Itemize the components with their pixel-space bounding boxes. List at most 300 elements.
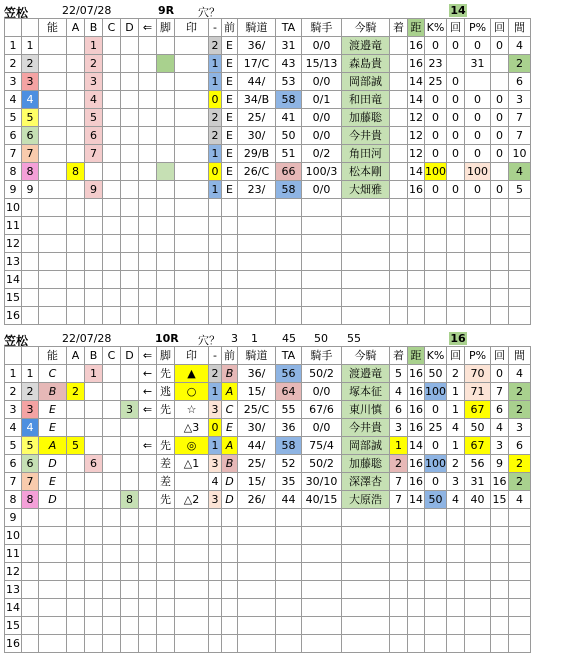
row-number: 11: [5, 545, 22, 563]
kido-cell: 15/: [238, 473, 276, 491]
row-number: 9: [5, 509, 22, 527]
distance-cell: 16: [408, 37, 425, 55]
empty-cell: [103, 527, 121, 545]
empty-cell: [139, 581, 157, 599]
arrow-cell: [139, 91, 157, 109]
column-header: 印: [175, 19, 209, 37]
mark-cell: △1: [175, 455, 209, 473]
column-header: 間: [509, 19, 531, 37]
empty-cell: [342, 617, 390, 635]
col-a: [67, 37, 85, 55]
empty-cell: [425, 509, 447, 527]
col-d: [121, 419, 139, 437]
empty-cell: [465, 599, 491, 617]
interval-cell: 4: [509, 491, 531, 509]
kido-cell: 34/B: [238, 91, 276, 109]
empty-cell: [425, 563, 447, 581]
jockey-cell: 0/0: [302, 109, 342, 127]
empty-cell: [67, 199, 85, 217]
jockey-cell: 0/0: [302, 127, 342, 145]
empty-cell: [85, 581, 103, 599]
empty-cell: [465, 307, 491, 325]
empty-cell: [238, 563, 276, 581]
ta-cell: 44: [276, 491, 302, 509]
empty-cell: [222, 253, 238, 271]
style-cell: [157, 91, 175, 109]
empty-cell: [276, 617, 302, 635]
column-header: [5, 19, 22, 37]
empty-cell: [139, 217, 157, 235]
empty-cell: [121, 635, 139, 653]
row-number: 14: [5, 599, 22, 617]
empty-cell: [209, 599, 222, 617]
empty-cell: [509, 217, 531, 235]
ta-cell: 64: [276, 383, 302, 401]
column-header: 能: [39, 19, 67, 37]
ability-cell: [39, 55, 67, 73]
interval-cell: 3: [509, 419, 531, 437]
col-a: [67, 73, 85, 91]
arrow-cell: [139, 109, 157, 127]
k-count-cell: 0: [447, 109, 465, 127]
empty-cell: [491, 307, 509, 325]
front-cell: A: [222, 437, 238, 455]
column-header: 距: [408, 347, 425, 365]
empty-cell: [238, 527, 276, 545]
distance-cell: 12: [408, 127, 425, 145]
empty-cell: [465, 527, 491, 545]
mini-cell: 1: [209, 383, 222, 401]
empty-cell: [157, 599, 175, 617]
mini-cell: 1: [209, 145, 222, 163]
empty-cell: [390, 563, 408, 581]
row-number: 13: [5, 253, 22, 271]
empty-cell: [222, 289, 238, 307]
jockey-cell: 0/0: [302, 383, 342, 401]
empty-cell: [491, 271, 509, 289]
finish-cell: [390, 37, 408, 55]
column-header: -: [209, 19, 222, 37]
col-a: [67, 145, 85, 163]
race2-note: 穴？: [198, 334, 220, 347]
empty-cell: [85, 253, 103, 271]
p-percent-cell: 31: [465, 55, 491, 73]
empty-cell: [238, 289, 276, 307]
empty-cell: [276, 289, 302, 307]
finish-cell: 7: [390, 491, 408, 509]
p-count-cell: 6: [491, 401, 509, 419]
p-percent-cell: 56: [465, 455, 491, 473]
finish-cell: 3: [390, 419, 408, 437]
p-count-cell: 0: [491, 181, 509, 199]
empty-cell: [509, 563, 531, 581]
race2-table: [4, 346, 531, 653]
empty-cell: [408, 617, 425, 635]
col-a: 8: [67, 163, 85, 181]
empty-cell: [491, 599, 509, 617]
kido-cell: 23/: [238, 181, 276, 199]
today-jockey-cell: 岡部誠: [342, 437, 390, 455]
col-d: 3: [121, 401, 139, 419]
row-number: 2: [5, 55, 22, 73]
ta-cell: 50: [276, 127, 302, 145]
col-b: 3: [85, 73, 103, 91]
k-count-cell: 3: [447, 473, 465, 491]
empty-cell: [302, 509, 342, 527]
empty-cell: [408, 271, 425, 289]
empty-cell: [175, 617, 209, 635]
empty-cell: [139, 545, 157, 563]
finish-cell: [390, 55, 408, 73]
k-count-cell: 2: [447, 455, 465, 473]
empty-cell: [121, 199, 139, 217]
empty-cell: [157, 307, 175, 325]
empty-cell: [238, 545, 276, 563]
distance-cell: 16: [408, 473, 425, 491]
empty-cell: [67, 253, 85, 271]
mark-cell: [175, 91, 209, 109]
empty-cell: [103, 307, 121, 325]
mini-cell: 2: [209, 365, 222, 383]
empty-cell: [491, 217, 509, 235]
today-jockey-cell: 和田竜: [342, 91, 390, 109]
p-count-cell: 3: [491, 437, 509, 455]
row-number: 8: [5, 163, 22, 181]
jockey-cell: 0/0: [302, 419, 342, 437]
col-b: [85, 419, 103, 437]
table-row: [5, 545, 531, 563]
kido-cell: 17/C: [238, 55, 276, 73]
finish-cell: [390, 91, 408, 109]
p-percent-cell: 0: [465, 181, 491, 199]
empty-cell: [22, 217, 39, 235]
empty-cell: [209, 617, 222, 635]
column-header: 能: [39, 347, 67, 365]
empty-cell: [425, 635, 447, 653]
column-header: B: [85, 347, 103, 365]
finish-cell: 4: [390, 383, 408, 401]
empty-cell: [157, 271, 175, 289]
race1-note: 穴？: [198, 6, 220, 19]
empty-cell: [509, 545, 531, 563]
p-count-cell: 0: [491, 127, 509, 145]
empty-cell: [342, 307, 390, 325]
gate-number: 2: [22, 383, 39, 401]
empty-cell: [175, 253, 209, 271]
interval-cell: 7: [509, 127, 531, 145]
arrow-cell: [139, 145, 157, 163]
empty-cell: [302, 581, 342, 599]
column-header: 距: [408, 19, 425, 37]
empty-cell: [509, 617, 531, 635]
empty-cell: [121, 563, 139, 581]
empty-cell: [22, 545, 39, 563]
table-row: [5, 127, 531, 145]
column-header: 回: [447, 347, 465, 365]
interval-cell: 2: [509, 455, 531, 473]
k-percent-cell: 100: [425, 383, 447, 401]
p-percent-cell: 50: [465, 419, 491, 437]
row-number: 16: [5, 307, 22, 325]
empty-cell: [390, 307, 408, 325]
p-count-cell: [491, 55, 509, 73]
empty-cell: [67, 599, 85, 617]
empty-cell: [342, 527, 390, 545]
empty-cell: [425, 581, 447, 599]
mark-cell: ○: [175, 383, 209, 401]
kido-cell: 44/: [238, 437, 276, 455]
column-header: 回: [447, 19, 465, 37]
header-row: [5, 347, 531, 365]
distance-cell: 14: [408, 491, 425, 509]
empty-cell: [447, 271, 465, 289]
style-cell: [157, 163, 175, 181]
empty-cell: [85, 599, 103, 617]
col-a: [67, 55, 85, 73]
empty-cell: [276, 307, 302, 325]
col-c: [103, 55, 121, 73]
empty-cell: [302, 599, 342, 617]
empty-cell: [222, 617, 238, 635]
empty-cell: [139, 617, 157, 635]
today-jockey-cell: 塚本征: [342, 383, 390, 401]
empty-cell: [491, 527, 509, 545]
empty-cell: [390, 581, 408, 599]
gate-number: 1: [22, 365, 39, 383]
col-b: 5: [85, 109, 103, 127]
ability-cell: E: [39, 401, 67, 419]
empty-cell: [465, 617, 491, 635]
p-count-cell: 0: [491, 145, 509, 163]
today-jockey-cell: 大畑雅: [342, 181, 390, 199]
empty-cell: [39, 599, 67, 617]
kido-cell: 36/: [238, 37, 276, 55]
empty-cell: [465, 563, 491, 581]
empty-cell: [425, 527, 447, 545]
gate-number: 9: [22, 181, 39, 199]
style-cell: 逃: [157, 383, 175, 401]
front-cell: E: [222, 91, 238, 109]
p-count-cell: 7: [491, 383, 509, 401]
col-c: [103, 37, 121, 55]
col-d: [121, 109, 139, 127]
row-number: 15: [5, 289, 22, 307]
empty-cell: [408, 199, 425, 217]
ta-cell: 31: [276, 37, 302, 55]
mark-cell: ◎: [175, 437, 209, 455]
empty-cell: [408, 509, 425, 527]
front-cell: E: [222, 145, 238, 163]
k-percent-cell: 0: [425, 37, 447, 55]
row-number: 5: [5, 109, 22, 127]
table-row: [5, 419, 531, 437]
empty-cell: [175, 235, 209, 253]
table-row: [5, 37, 531, 55]
distance-cell: 14: [408, 91, 425, 109]
empty-cell: [390, 599, 408, 617]
empty-cell: [342, 253, 390, 271]
empty-cell: [222, 599, 238, 617]
jockey-cell: 40/15: [302, 491, 342, 509]
empty-cell: [139, 289, 157, 307]
empty-cell: [425, 617, 447, 635]
empty-cell: [157, 509, 175, 527]
empty-cell: [121, 253, 139, 271]
empty-cell: [425, 271, 447, 289]
mini-cell: 3: [209, 491, 222, 509]
gate-number: 1: [22, 37, 39, 55]
mini-cell: 2: [209, 37, 222, 55]
row-number: 5: [5, 437, 22, 455]
k-count-cell: 1: [447, 401, 465, 419]
col-d: [121, 163, 139, 181]
empty-cell: [103, 617, 121, 635]
distance-cell: 12: [408, 145, 425, 163]
today-jockey-cell: 大原浩: [342, 491, 390, 509]
empty-cell: [39, 253, 67, 271]
style-cell: [157, 127, 175, 145]
empty-cell: [491, 289, 509, 307]
distance-cell: 16: [408, 181, 425, 199]
interval-cell: 2: [509, 383, 531, 401]
k-count-cell: 4: [447, 491, 465, 509]
interval-cell: 4: [509, 365, 531, 383]
p-count-cell: [491, 163, 509, 181]
kido-cell: 29/B: [238, 145, 276, 163]
row-number: 7: [5, 473, 22, 491]
col-c: [103, 419, 121, 437]
empty-cell: [85, 307, 103, 325]
col-d: [121, 55, 139, 73]
empty-cell: [447, 635, 465, 653]
col-a: 2: [67, 383, 85, 401]
empty-cell: [342, 599, 390, 617]
mini-cell: 4: [209, 473, 222, 491]
empty-cell: [39, 563, 67, 581]
col-c: [103, 437, 121, 455]
col-d: [121, 473, 139, 491]
empty-cell: [139, 253, 157, 271]
empty-cell: [67, 563, 85, 581]
gate-number: 6: [22, 127, 39, 145]
front-cell: E: [222, 109, 238, 127]
empty-cell: [157, 635, 175, 653]
empty-cell: [447, 307, 465, 325]
arrow-cell: [139, 419, 157, 437]
empty-cell: [175, 527, 209, 545]
ability-cell: D: [39, 491, 67, 509]
mini-cell: 2: [209, 127, 222, 145]
column-header: [22, 19, 39, 37]
interval-cell: 2: [509, 55, 531, 73]
column-header: 騎手: [302, 347, 342, 365]
row-number: 11: [5, 217, 22, 235]
empty-cell: [425, 199, 447, 217]
empty-cell: [22, 307, 39, 325]
table-row: [5, 437, 531, 455]
table-row: [5, 491, 531, 509]
empty-cell: [447, 253, 465, 271]
empty-cell: [491, 199, 509, 217]
empty-cell: [139, 199, 157, 217]
empty-cell: [39, 509, 67, 527]
table-row: [5, 635, 531, 653]
empty-cell: [276, 563, 302, 581]
finish-cell: [390, 145, 408, 163]
row-number: 1: [5, 37, 22, 55]
k-percent-cell: 0: [425, 473, 447, 491]
ta-cell: 58: [276, 437, 302, 455]
arrow-cell: [139, 73, 157, 91]
column-header: D: [121, 347, 139, 365]
empty-cell: [121, 235, 139, 253]
empty-cell: [121, 581, 139, 599]
empty-cell: [276, 217, 302, 235]
mark-cell: [175, 145, 209, 163]
empty-cell: [238, 235, 276, 253]
gate-number: 7: [22, 473, 39, 491]
empty-cell: [139, 599, 157, 617]
ta-cell: 56: [276, 365, 302, 383]
gate-number: 4: [22, 419, 39, 437]
table-row: [5, 563, 531, 581]
ability-cell: [39, 127, 67, 145]
table-row: [5, 365, 531, 383]
empty-cell: [390, 217, 408, 235]
col-c: [103, 145, 121, 163]
row-number: 14: [5, 271, 22, 289]
row-number: 8: [5, 491, 22, 509]
table-row: [5, 181, 531, 199]
column-header: 騎手: [302, 19, 342, 37]
k-percent-cell: 0: [425, 181, 447, 199]
empty-cell: [209, 217, 222, 235]
empty-cell: [408, 599, 425, 617]
k-percent-cell: 0: [425, 91, 447, 109]
column-header: TA: [276, 19, 302, 37]
mini-cell: 0: [209, 163, 222, 181]
kido-cell: 30/: [238, 127, 276, 145]
empty-cell: [465, 289, 491, 307]
col-b: 9: [85, 181, 103, 199]
empty-cell: [238, 217, 276, 235]
empty-cell: [22, 289, 39, 307]
row-number: 16: [5, 635, 22, 653]
empty-cell: [175, 199, 209, 217]
row-number: 3: [5, 73, 22, 91]
empty-cell: [22, 581, 39, 599]
col-b: [85, 473, 103, 491]
col-c: [103, 401, 121, 419]
empty-cell: [139, 563, 157, 581]
k-percent-cell: 0: [425, 127, 447, 145]
empty-cell: [175, 599, 209, 617]
p-count-cell: 4: [491, 419, 509, 437]
empty-cell: [447, 235, 465, 253]
style-cell: [157, 419, 175, 437]
empty-cell: [22, 599, 39, 617]
empty-cell: [276, 509, 302, 527]
p-percent-cell: 40: [465, 491, 491, 509]
empty-cell: [22, 527, 39, 545]
finish-cell: 6: [390, 401, 408, 419]
empty-cell: [465, 581, 491, 599]
empty-cell: [85, 635, 103, 653]
k-count-cell: 0: [447, 73, 465, 91]
empty-cell: [121, 271, 139, 289]
empty-cell: [390, 527, 408, 545]
table-row: [5, 199, 531, 217]
